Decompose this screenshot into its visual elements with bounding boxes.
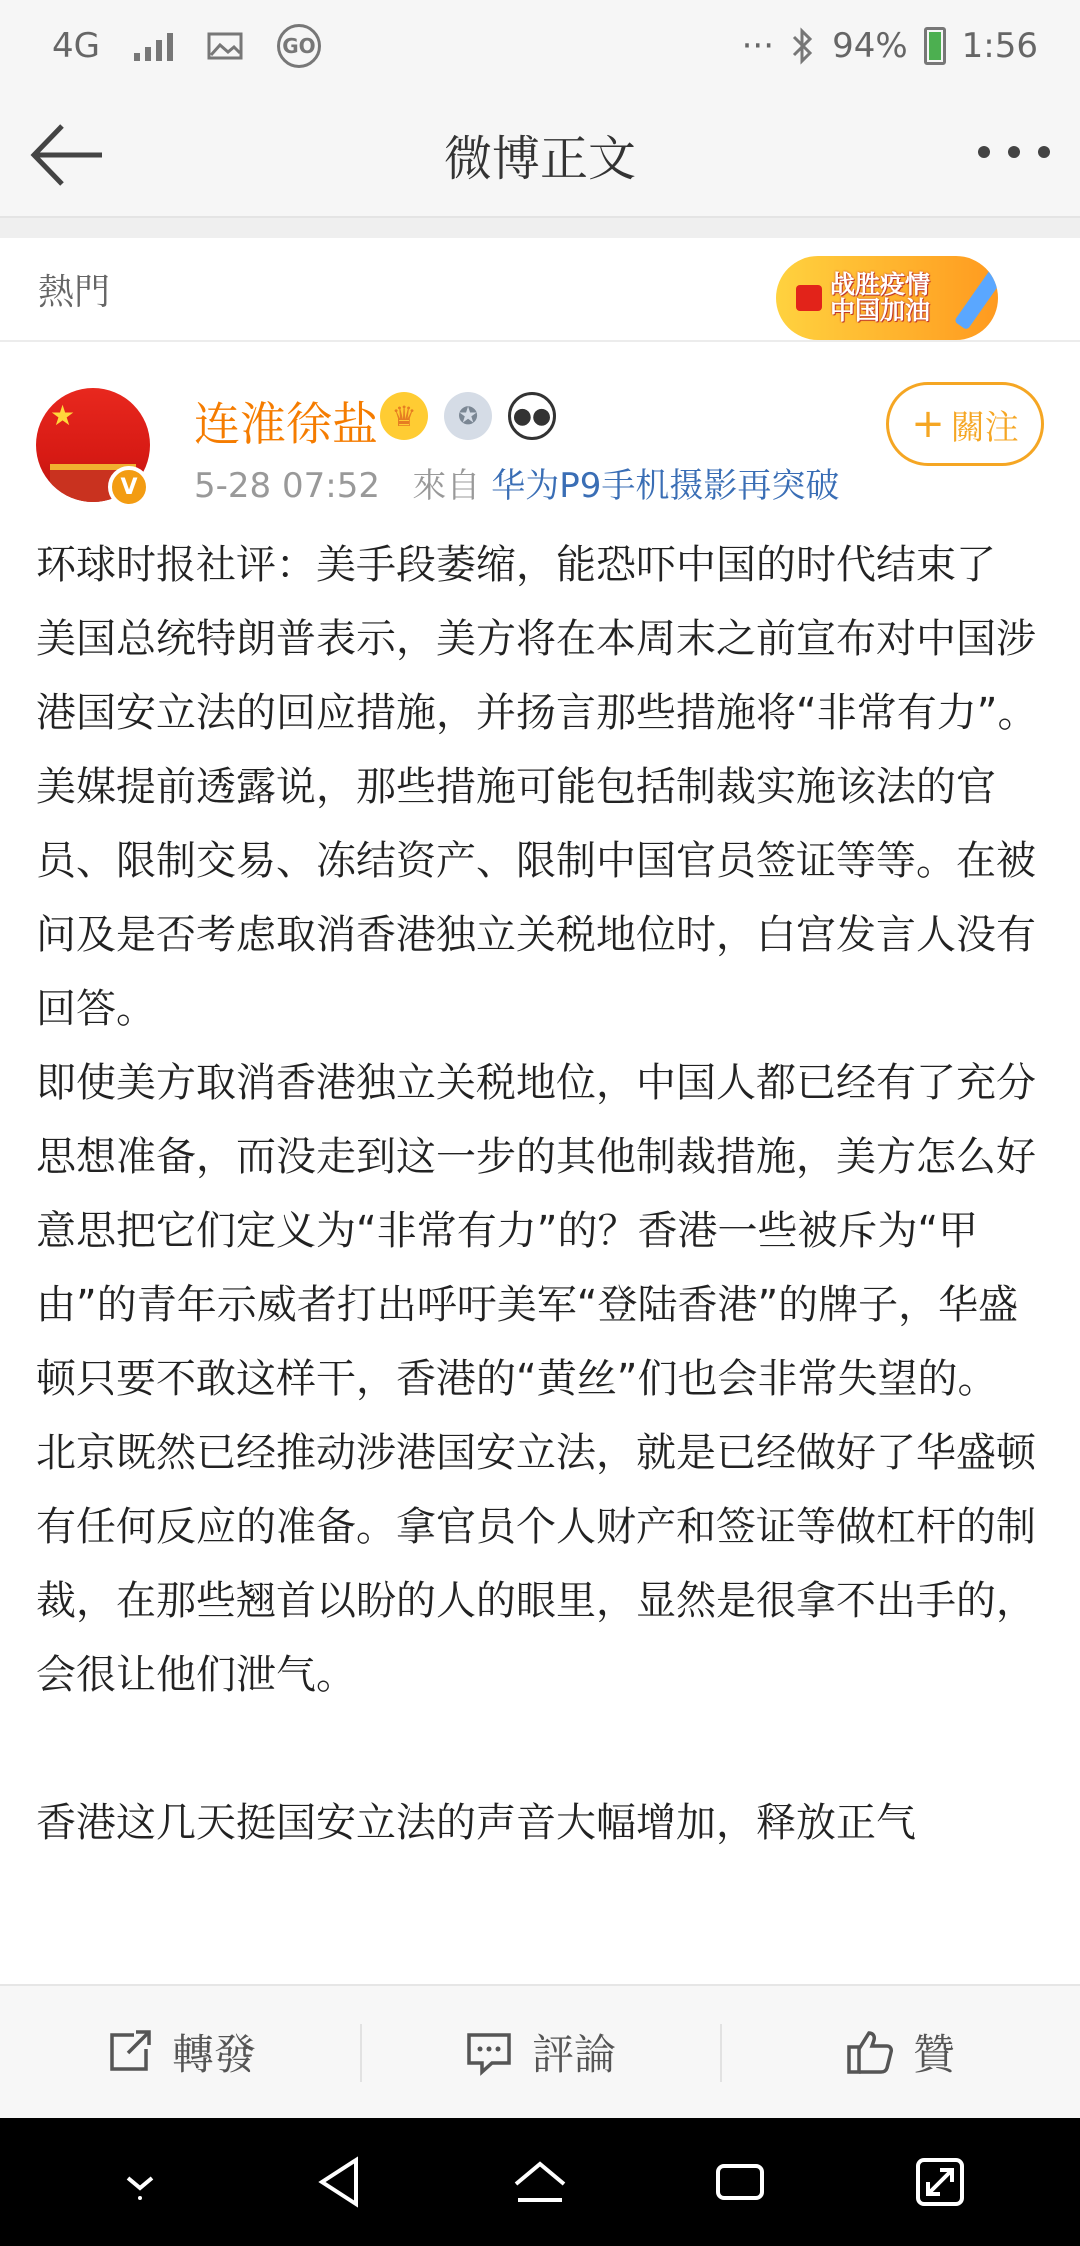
system-navigation-bar bbox=[0, 2118, 1080, 2246]
expand-icon[interactable] bbox=[910, 2152, 970, 2212]
campaign-banner[interactable] bbox=[776, 256, 998, 340]
go-icon: GO bbox=[277, 24, 321, 68]
paragraph-gap bbox=[36, 1712, 1046, 1786]
battery-percent: 94% bbox=[832, 26, 908, 66]
bluetooth-icon bbox=[790, 27, 816, 65]
post-time: 5-28 07:52 bbox=[194, 466, 380, 506]
image-icon bbox=[207, 31, 243, 61]
more-notifications-indicator: ··· bbox=[741, 26, 775, 66]
post-paragraph: 环球时报社评：美手段萎缩，能恐吓中国的时代结束了 bbox=[36, 542, 996, 588]
repost-icon bbox=[104, 2027, 154, 2077]
comment-icon bbox=[464, 2027, 514, 2077]
action-bar bbox=[0, 1984, 1080, 2118]
post-meta bbox=[194, 458, 839, 507]
recent-apps-icon[interactable] bbox=[710, 2152, 770, 2212]
panda-icon[interactable]: ●● bbox=[508, 392, 556, 440]
syringe-icon bbox=[954, 266, 998, 331]
navigation-bar bbox=[0, 92, 1080, 218]
verified-badge-icon: V bbox=[108, 466, 150, 508]
crown-icon[interactable]: ♛ bbox=[380, 392, 428, 440]
comment-label: 評論 bbox=[531, 2030, 616, 2079]
username[interactable]: 连淮徐盐 bbox=[194, 397, 378, 451]
star-icon: ★ bbox=[50, 399, 76, 432]
signal-icon bbox=[134, 31, 173, 61]
flag-icon bbox=[796, 285, 822, 311]
medal-icon[interactable]: ✪ bbox=[444, 392, 492, 440]
comment-button[interactable] bbox=[360, 1986, 720, 2118]
repost-button[interactable] bbox=[0, 1986, 360, 2118]
banner-line-2: 中国加油 bbox=[830, 296, 931, 325]
divider bbox=[0, 218, 1080, 238]
back-arrow-icon[interactable] bbox=[28, 118, 108, 192]
post-body bbox=[36, 528, 1046, 1860]
status-bar bbox=[0, 0, 1080, 92]
source-link[interactable]: 华为P9手机摄影再突破 bbox=[491, 466, 840, 506]
source-prefix: 來自 bbox=[412, 466, 481, 506]
hot-label: 熱門 bbox=[38, 271, 111, 313]
back-icon[interactable] bbox=[310, 2152, 370, 2212]
like-button[interactable] bbox=[720, 1986, 1080, 2118]
repost-label: 轉發 bbox=[171, 2030, 256, 2079]
post-paragraph: 香港这几天挺国安立法的声音大幅增加，释放正气 bbox=[36, 1800, 916, 1846]
post-paragraph: 美国总统特朗普表示，美方将在本周末之前宣布对中国涉港国安立法的回应措施，并扬言那些措施将“非常有力”。美媒提前透露说，那些措施可能包括制裁实施该法的官员、限制交易、冻结资产、限制中国官员签证等等。在被问及是否考虑取消香港独立关税地位时，白宫发言人没有回答。 bbox=[36, 616, 1038, 1032]
battery-icon bbox=[924, 27, 946, 65]
follow-button[interactable] bbox=[886, 382, 1044, 466]
follow-label: 關注 bbox=[950, 407, 1019, 448]
more-options-icon[interactable] bbox=[978, 132, 1050, 172]
page-title: 微博正文 bbox=[443, 130, 636, 187]
clock: 1:56 bbox=[961, 26, 1038, 66]
thumbs-up-icon bbox=[845, 2027, 895, 2077]
post-paragraph: 即使美方取消香港独立关税地位，中国人都已经有了充分思想准备，而没走到这一步的其他制裁措施，美方怎么好意思把它们定义为“非常有力”的？香港一些被斥为“甲由”的青年示威者打出呼吁美军“登陆香港”的牌子，华盛顿只要不敢这样干，香港的“黄丝”们也会非常失望的。 bbox=[36, 1060, 1036, 1402]
hot-header[interactable] bbox=[0, 238, 1080, 342]
plus-icon: + bbox=[911, 401, 945, 447]
home-icon[interactable] bbox=[510, 2152, 570, 2212]
post-paragraph: 北京既然已经推动涉港国安立法，就是已经做好了华盛顿有任何反应的准备。拿官员个人财产和签证等做杠杆的制裁，在那些翘首以盼的人的眼里，显然是很拿不出手的，会很让他们泄气。 bbox=[36, 1430, 1036, 1698]
chevron-down-icon[interactable] bbox=[110, 2152, 170, 2212]
like-label: 贊 bbox=[912, 2030, 955, 2079]
banner-line-1: 战胜疫情 bbox=[830, 269, 931, 299]
user-badges bbox=[380, 392, 556, 440]
network-indicator: 4G bbox=[52, 26, 100, 66]
